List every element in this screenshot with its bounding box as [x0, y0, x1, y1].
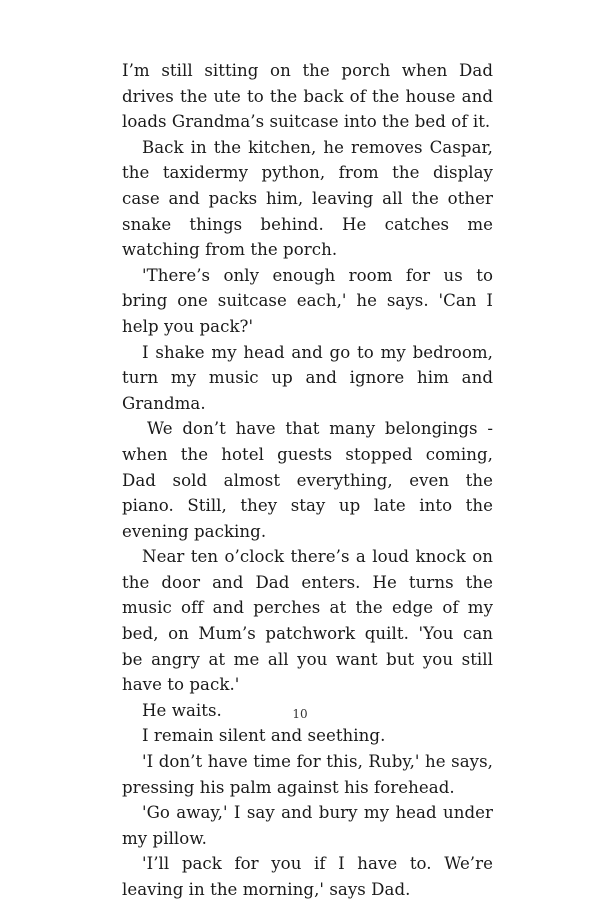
paragraph: 'I don’t have time for this, Ruby,' he says, pressing his palm against his forehead. — [122, 752, 493, 797]
paragraph: He waits. — [142, 700, 222, 720]
paragraph: 'I’ll pack for you if I have to. We’re leaving in the morning,' says Dad. — [122, 854, 493, 899]
body-text — [122, 58, 493, 903]
paragraph: I’m still sitting on the porch when Dad drives the ute to the back of the house and loads Grandma’s suitcase into the bed of it. — [122, 61, 493, 132]
page-number: 10 — [292, 707, 308, 721]
paragraph: I shake my head and go to my bedroom, turn my music up and ignore him and Grandma. — [122, 342, 493, 413]
paragraph: 'There’s only enough room for us to bring one suitcase each,' he says. 'Can I help you pack?' — [122, 265, 493, 336]
paragraph: 'Go away,' I say and bury my head under my pillow. — [122, 803, 493, 848]
paragraph: We don’t have that many belongings - when the hotel guests stopped coming, Dad sold almost everything, even the piano. Still, they stay up late into the evening packing. — [122, 419, 493, 541]
paragraph: Back in the kitchen, he removes Caspar, the taxidermy python, from the display case and packs him, leaving all the other snake things behind. He catches me watching from the porch. — [122, 137, 493, 260]
paragraph: Near ten o’clock there’s a loud knock on the door and Dad enters. He turns the music off and perches at the edge of my bed, on Mum’s patchwork quilt. 'You can be angry at me all you want but you still have to pack.' — [122, 547, 493, 695]
paragraph: I remain silent and seething. — [142, 726, 386, 746]
